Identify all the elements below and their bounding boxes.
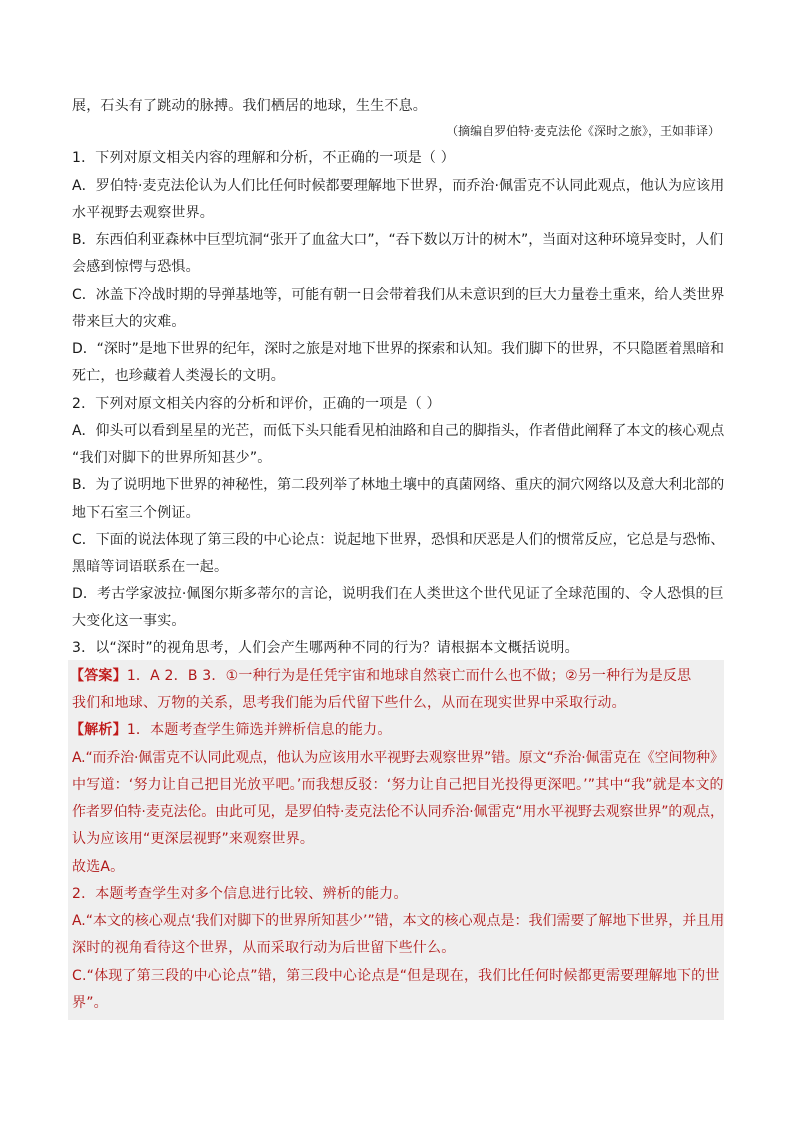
answer-line-1: [70, 666, 691, 686]
analysis-q1-p3: 作者罗伯特·麦克法伦。由此可见，是罗伯特·麦克法伦不认同乔治·佩雷克“用水平视野去观察世界”的观点，: [72, 804, 724, 820]
q1-option-a: A．罗伯特·麦克法伦认为人们比任何时候都要理解地下世界，而乔治·佩雷克不认同此观点，他认为应该用: [72, 178, 725, 194]
analysis-q1-p4: 认为应该用“更深层视野”来观察世界。: [72, 831, 315, 847]
q2-option-c: C．下面的说法体现了第三段的中心论点：说起地下世界，恐惧和厌恶是人们的惯常反应，它总是与恐怖、: [72, 532, 725, 548]
question-2-stem: 2．下列对原文相关内容的分析和评价，正确的一项是（ ）: [72, 396, 441, 412]
answer-tag: 【答案】: [70, 668, 127, 684]
analysis-q2-c2: 界”。: [72, 995, 108, 1011]
analysis-q2-intro: 2．本题考查学生对多个信息进行比较、辨析的能力。: [72, 886, 408, 902]
analysis-q1-choose: 故选A。: [72, 859, 125, 875]
q2-option-d: D．考古学家波拉·佩图尔斯多蒂尔的言论，说明我们在人类世这个世代见证了全球范围的、令人恐惧的巨: [72, 586, 724, 602]
q1-option-d: D．“深时”是地下世界的纪年，深时之旅是对地下世界的探索和认知。我们脚下的世界，不只隐匿着黑暗和: [72, 341, 724, 357]
q2-option-b-cont: 地下石室三个例证。: [72, 505, 200, 521]
q1-option-b: B．东西伯利亚森林中巨型坑洞“张开了血盆大口”，“吞下数以万计的树木”，当面对这种环境异变时，人们: [72, 232, 724, 248]
q1-option-c: C．冰盖下冷战时期的导弹基地等，可能有朝一日会带着我们从未意识到的巨大力量卷土重来，给人类世界: [72, 287, 725, 303]
analysis-q2-a2: 深时的视角看待这个世界，从而采取行动为后世留下些什么。: [72, 940, 456, 956]
analysis-tag: 【解析】: [70, 722, 127, 738]
analysis-line-intro: [70, 720, 392, 740]
analysis-q1-p1: A.“而乔治·佩雷克不认同此观点，他认为应该用水平视野去观察世界”错。原文“乔治·佩雷克在《空间物种》: [72, 750, 724, 766]
question-1-stem: 1．下列对原文相关内容的理解和分析，不正确的一项是（ ）: [72, 150, 455, 166]
answer-line-2: 我们和地球、万物的关系，思考我们能为后代留下些什么，从而在现实世界中采取行动。: [72, 695, 626, 711]
q2-option-b: B．为了说明地下世界的神秘性，第二段列举了林地土壤中的真菌网络、重庆的洞穴网络以及意大利北部的: [72, 477, 725, 493]
analysis-q1-p2: 中写道：‘努力让自己把目光放平吧。’而我想反驳：‘努力让自己把目光投得更深吧。’”其中“我”就是本文的: [72, 777, 724, 793]
q1-option-a-cont: 水平视野去观察世界。: [72, 205, 214, 221]
passage-tail: 展，石头有了跳动的脉搏。我们栖居的地球，生生不息。: [72, 98, 427, 114]
q2-option-c-cont: 黑暗等词语联系在一起。: [72, 559, 229, 575]
q1-option-c-cont: 带来巨大的灾难。: [72, 314, 186, 330]
q2-option-a-cont: “我们对脚下的世界所知甚少”。: [72, 450, 272, 466]
answer-text-1: 1．A 2．B 3．①一种行为是任凭宇宙和地球自然衰亡而什么也不做；②另一种行为是反思: [126, 668, 692, 684]
analysis-q2-a1: A.“本文的核心观点‘我们对脚下的世界所知甚少’”错，本文的核心观点是：我们需要了解地下世界，并且用: [72, 913, 725, 929]
question-3-stem: 3．以“深时”的视角思考，人们会产生哪两种不同的行为？请根据本文概括说明。: [72, 640, 579, 656]
passage-source: （摘编自罗伯特·麦克法伦《深时之旅》，王如菲译）: [446, 124, 720, 138]
q2-option-a: A．仰头可以看到星星的光芒，而低下头只能看见柏油路和自己的脚指头，作者借此阐释了本文的核心观点: [72, 423, 725, 439]
analysis-q2-c1: C.“体现了第三段的中心论点”错，第三段中心论点是“但是现在，我们比任何时候都更需要理解地下的世: [72, 968, 720, 984]
q1-option-b-cont: 会感到惊愕与恐惧。: [72, 259, 200, 275]
q2-option-d-cont: 大变化这一事实。: [72, 613, 186, 629]
analysis-intro: 1．本题考查学生筛选并辨析信息的能力。: [126, 722, 392, 738]
q1-option-d-cont: 死亡，也珍藏着人类漫长的文明。: [72, 368, 285, 384]
